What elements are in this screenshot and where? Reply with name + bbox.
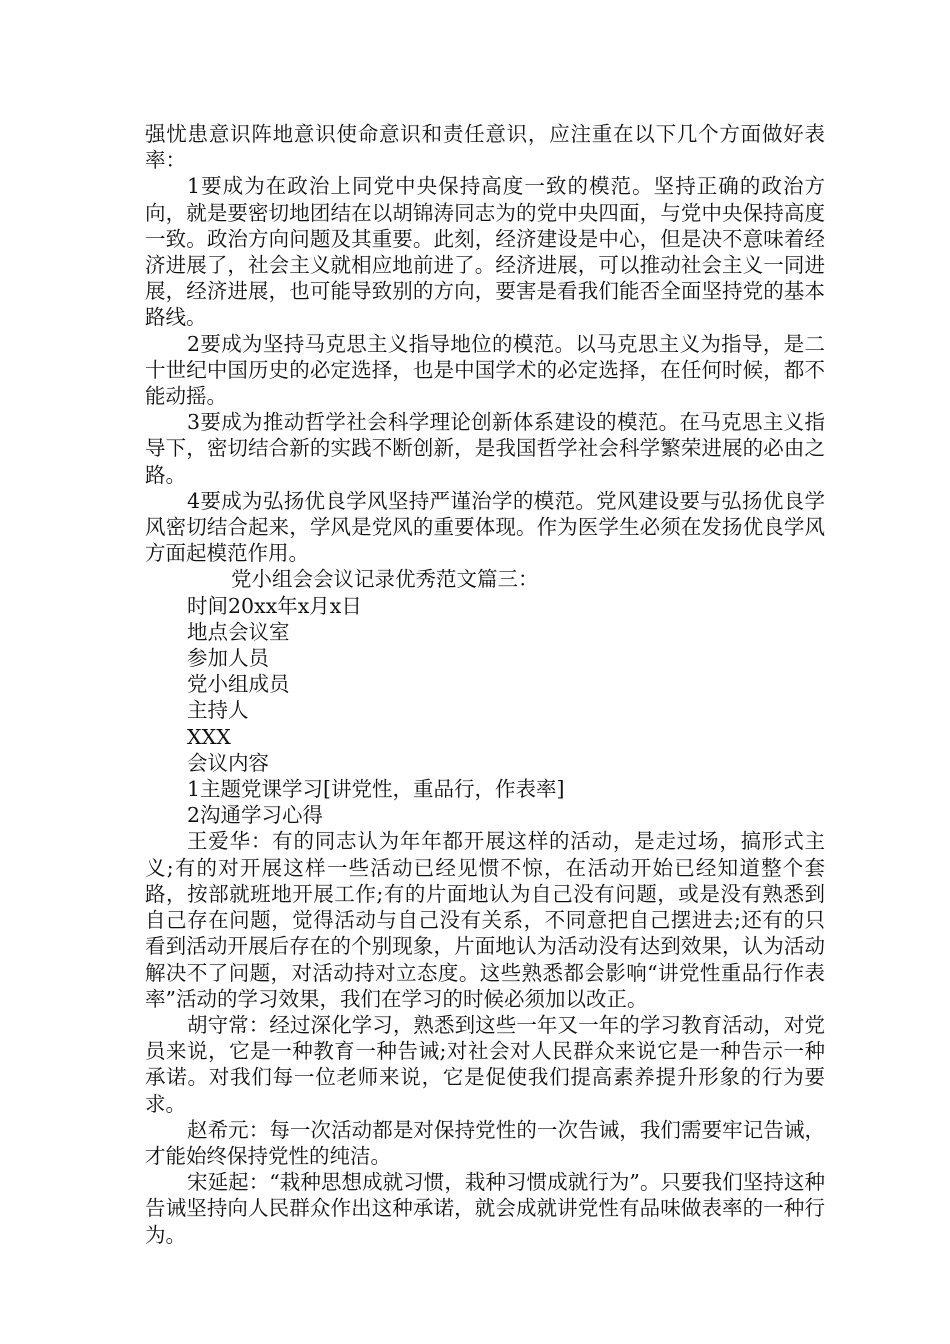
attendees-label: 参加人员 <box>187 646 269 671</box>
meeting-time: 时间20xx年x月x日 <box>187 593 362 618</box>
speech-paragraph: 宋延起：“栽种思想成就习惯，栽种习惯成就行为”。只要我们坚持这种告诫坚持向人民群众作出这种承诺，就会成就讲党性有品味做表率的一种行为。 <box>145 1170 825 1247</box>
speech-paragraph: 胡守常：经过深化学习，熟悉到这些一年又一年的学习教育活动，对党员来说，它是一种教育一种告诫;对社会对人民群众来说它是一种告示一种承诺。对我们每一位老师来说，它是促使我们提高素养提升形象的行为要求。 <box>145 1012 825 1116</box>
meeting-location: 地点会议室 <box>187 619 290 644</box>
paragraph-point-1: 1要成为在政治上同党中央保持高度一致的模范。坚持正确的政治方向，就是要密切地团结在以胡锦涛同志为的党中央四面，与党中央保持高度一致。政治方向问题及其重要。此刻，经济建设是中心，但是决不意味着经济进展了，社会主义就相应地前进了。经济进展，可以推动社会主义一同进展，经济进展，也可能导致别的方向，要害是看我们能否全面坚持党的基本路线。 <box>145 174 825 330</box>
paragraph-intro: 强忧患意识阵地意识使命意识和责任意识，应注重在以下几个方面做好表率： <box>145 122 825 173</box>
speech-paragraph: 赵希元：每一次活动都是对保持党性的一次告诫，我们需要牢记告诫，才能始终保持党性的纯洁。 <box>145 1117 825 1168</box>
agenda-item-2: 2沟通学习心得 <box>187 803 324 828</box>
meeting-content-label: 会议内容 <box>187 750 269 775</box>
attendees-value: 党小组成员 <box>187 672 290 697</box>
document-body <box>145 121 825 1248</box>
agenda-item-1: 1主题党课学习[讲党性，重品行，作表率] <box>187 777 565 802</box>
speech-paragraph: 王爱华：有的同志认为年年都开展这样的活动，是走过场，搞形式主义;有的对开展这样一些活动已经见惯不惊，在活动开始已经知道整个套路，按部就班地开展工作;有的片面地认为自己没有问题，或是没有熟悉到自己存在问题，觉得活动与自己没有关系，不同意把自己摆进去;还有的只看到活动开展后存在的个别现象，片面地认为活动没有达到效果，认为活动解决不了问题，对活动持对立态度。这些熟悉都会影响“讲党性重品行作表率”活动的学习效果，我们在学习的时候必须加以改正。 <box>145 829 825 1011</box>
paragraph-point-3: 3要成为推动哲学社会科学理论创新体系建设的模范。在马克思主义指导下，密切结合新的实践不断创新，是我国哲学社会科学繁荣进展的必由之路。 <box>145 410 825 487</box>
paragraph-point-2: 2要成为坚持马克思主义指导地位的模范。以马克思主义为指导，是二十世纪中国历史的必定选择，也是中国学术的必定选择，在任何时候，都不能动摇。 <box>145 331 825 409</box>
section-title: 党小组会会议记录优秀范文篇三： <box>231 567 539 592</box>
paragraph-point-4: 4要成为弘扬优良学风坚持严谨治学的模范。党风建设要与弘扬优良学风密切结合起来，学风是党风的重要体现。作为医学生必须在发扬优良学风方面起模范作用。 <box>145 488 825 566</box>
host-label: 主持人 <box>187 698 249 723</box>
host-value: XXX <box>187 724 231 749</box>
